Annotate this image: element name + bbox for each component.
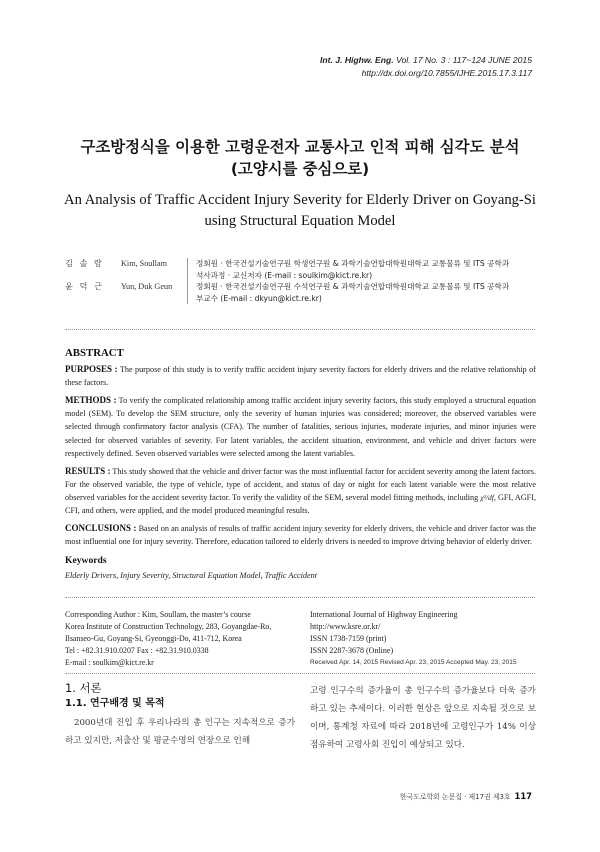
received-dates: Received Apr. 14, 2015 Revised Apr. 23, 2015 Accepted May. 23, 2015 xyxy=(310,659,517,666)
page-footer xyxy=(400,791,532,801)
section-heading: 1. 서론 xyxy=(65,681,102,695)
conclusions-text: Based on an analysis of results of traffic accident injury severity for elderly drivers, the vehicle and driver factor was the most influential one for injury severity. Therefore, education tailored to elderly drivers is needed to improve driving behavior of elderly driver. xyxy=(65,524,536,547)
abstract-results xyxy=(65,465,536,517)
title-korean-line1: 구조방정식을 이용한 고령운전자 교통사고 인적 피해 심각도 분석 xyxy=(80,138,520,156)
methods-text: To verify the complicated relationship among traffic accident injury severity factors, this study employed a structural equation model (SEM). To develop the SEM structure, only the severity of human injuries was considered; moreover, the observed variables were selected through confirmatory factor analysis (CFA). The number of fatalities, serious injuries, moderate injuries, and minor injuries were selected for observed variables of severity. For latent variables, the accident situation, environment, and vehicle and driver factors were respectively defined. Seven observed variables were selected among the latent variables. xyxy=(65,396,536,458)
author-affiliation xyxy=(196,281,535,304)
journal-website[interactable]: http://www.ksre.or.kr/ xyxy=(310,622,381,631)
author-divider xyxy=(187,281,188,304)
author-name-english: Yun, Duk Geun xyxy=(121,282,173,291)
results-text-b: , GFI, AGFI, CFI, and others, were applied, and the model produced meaningful results. xyxy=(65,492,536,516)
correspondence-line: Corresponding Author : Kim, Soullam, the master’s course xyxy=(65,610,251,619)
author-affiliation xyxy=(196,258,535,281)
purposes-text: The purpose of this study is to verify traffic accident injury severity factors for elderly drivers and the relative relationship of these factors. xyxy=(65,365,536,388)
body-column-left xyxy=(65,680,295,750)
abstract-purposes xyxy=(65,363,536,389)
separator-line xyxy=(65,597,535,598)
author-name-korean: 윤 덕 근 xyxy=(65,281,104,291)
author-1 xyxy=(65,258,535,281)
correspondence-email: E-mail : soulkim@kict.re.kr xyxy=(65,658,154,667)
methods-label: METHODS : xyxy=(65,395,117,406)
title-english-line2: using Structural Equation Model xyxy=(204,213,396,229)
results-label: RESULTS : xyxy=(65,465,111,476)
author-affiliation-line1: 정회원 · 한국건설기술연구원 학생연구원 & 과학기술연합대학원대학교 교통물류 및 ITS 공학과 xyxy=(196,259,510,268)
author-name-english: Kim, Soullam xyxy=(121,259,167,268)
author-affiliation-line2: 석사과정 · 교신저자 (E-mail : soulkim@kict.re.kr) xyxy=(196,270,373,280)
abstract-conclusions xyxy=(65,522,536,548)
title-english xyxy=(0,190,600,232)
separator-line xyxy=(65,329,535,330)
subsection-heading: 1.1. 연구배경 및 목적 xyxy=(65,698,165,709)
body-paragraph: 고령 인구수의 증가율이 총 인구수의 증가율보다 더욱 증가하고 있는 추세이다. 이러한 현상은 앞으로 지속될 것으로 보이며, 통계청 자료에 따라 2018년에 고령인구가 14% 이상 점유하여 고령사회 진입이 예상되고 있다. xyxy=(310,686,536,750)
journal-header xyxy=(320,54,532,79)
journal-info-block xyxy=(310,609,545,669)
body-paragraph: 2000년대 진입 후 우리나라의 총 인구는 지속적으로 증가하고 있지만, 저출산 및 평균수명의 연장으로 인해 xyxy=(65,718,295,746)
author-divider xyxy=(187,258,188,281)
journal-info-line: International Journal of Highway Engineering xyxy=(310,610,458,619)
chi-square-symbol: χ²/df xyxy=(480,492,494,502)
correspondence-line: Korea Institute of Construction Technology, 283, Goyangdae-Ro, xyxy=(65,622,272,631)
title-korean-line2: (고양시를 중심으로) xyxy=(230,160,370,178)
conclusions-label: CONCLUSIONS : xyxy=(65,523,137,534)
author-list xyxy=(65,258,535,304)
results-text-a: This study showed that the vehicle and driver factor was the most influential factor for accident severity among the latent factors. For the observed variable, the type of vehicle, type of accident, and status of day or night for each latent variable were the most relative observed variables for the accident severity factor. To verify the validity of the SEM, several model fitting methods, including xyxy=(65,466,536,502)
author-name-korean: 김 솔 람 xyxy=(65,258,104,268)
journal-doi[interactable]: http://dx.doi.org/10.7855/IJHE.2015.17.3.117 xyxy=(361,67,532,78)
title-english-line1: An Analysis of Traffic Accident Injury Severity for Elderly Driver on Goyang-Si xyxy=(64,192,536,208)
keywords-list: Elderly Drivers, Injury Severity, Structural Equation Model, Traffic Accident xyxy=(65,571,318,581)
journal-info-line: ISSN 2287-3678 (Online) xyxy=(310,646,394,655)
body-column-right xyxy=(310,682,536,754)
correspondence-line: Tel : +82.31.910.0207 Fax : +82.31.910.0338 xyxy=(65,646,209,655)
abstract-section xyxy=(65,347,536,588)
abstract-heading: ABSTRACT xyxy=(65,347,124,359)
author-2 xyxy=(65,281,535,304)
author-affiliation-line2: 부교수 (E-mail : dkyun@kict.re.kr) xyxy=(196,293,322,303)
correspondence-line: Ilsanseo-Gu, Goyang-Si, Gyeonggi-Do, 411-712, Korea xyxy=(65,634,242,643)
purposes-label: PURPOSES : xyxy=(65,364,118,375)
abstract-methods xyxy=(65,394,536,459)
author-affiliation-line1: 정회원 · 한국건설기술연구원 수석연구원 & 과학기술연합대학원대학교 교통물류 및 ITS 공학과 xyxy=(196,282,510,291)
footer-journal: 한국도로학회 논문집 · 제17권 제3호 xyxy=(399,793,511,801)
keywords-heading: Keywords xyxy=(65,555,107,567)
journal-name: Int. J. Highw. Eng. xyxy=(320,55,394,65)
separator-line xyxy=(65,673,535,674)
page-number: 117 xyxy=(514,791,532,801)
journal-issue: Vol. 17 No. 3 : 117~124 JUNE 2015 xyxy=(396,55,532,65)
journal-info-line: ISSN 1738-7159 (print) xyxy=(310,634,387,643)
title-korean xyxy=(0,136,600,180)
journal-issue-line xyxy=(320,54,532,67)
correspondence-block xyxy=(65,609,305,669)
